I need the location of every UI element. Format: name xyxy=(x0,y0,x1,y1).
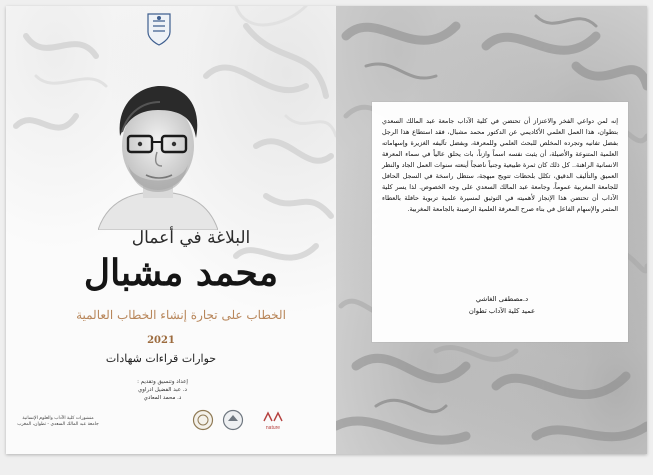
preface-box xyxy=(372,102,628,342)
signature-title: عميد كلية الآداب تطوان xyxy=(468,307,536,315)
nature-logo-label: nature xyxy=(265,425,281,431)
cover-subtitle: الخطاب على تجارة إنشاء الخطاب العالمية xyxy=(76,308,286,322)
credits-line: د. محمد المعادي xyxy=(143,395,182,401)
preface-text: إنه لمن دواعي الفخر والاعتزاز أن تحتضن في كلية الآداب جامعة عبد المالك السعدي بتطوان، هذا العمل العلمي الأكاديمي عن الدكتور محمد مشبال، فقد استطاع هذا الرجل بفضل تفانيه وتجرده المخلص للبحث العلمي وللمعرفة، وبفضل تآليفه الغزيرة وإسهاماته العلمية المتنوعة والأصيلة، أن يثبت نفسه اسماً وازناً، بات يحلق عالياً في سماء المعرفة الانسانية الراهنة.. كل ذلك كان ثمرة طبيعية وجنياً ناضجاً أينعته سنوات العمل الجاد والنظر العميق والتأليف الدقيق، تكلل بلحظات تتويج مبهجة، ستظل راسخة في السجل الحافل للجامعة المغربية عموماً، وجامعة عبد المالك السعدي على وجه الخصوص. لذا يسر كلية الآداب أن تحتضن هذا الإنجاز لأهميته في التوثيق لمسيرة علمية تربوية حافلة بالعطاء المثمر والإسهام الفاعل في بناء صرح المعرفة العلمية الرصينة بالجامعة المغربية. xyxy=(382,117,618,213)
partner-logos xyxy=(192,409,292,433)
cover-year: 2021 xyxy=(147,335,175,346)
publisher-line: جامعة عبد المالك السعدي - تطوان، المغرب xyxy=(17,422,99,427)
credits-line: إعداد وتنسيق وتقديم : xyxy=(137,379,188,385)
credits-line: د. عبد الفضيل ادراوي xyxy=(138,387,187,393)
cover-credits xyxy=(110,378,215,402)
publisher-info xyxy=(12,416,104,428)
publisher-line: منشورات كلية الآداب والعلوم الإنسانية xyxy=(22,416,94,421)
signature-name: د.مصطفى الغاشي xyxy=(475,295,529,303)
cover-series: حوارات قراءات شهادات xyxy=(105,352,217,365)
round-logo-icon xyxy=(222,409,244,431)
book-cover xyxy=(6,6,647,454)
cover-author-name: محمد مشبال xyxy=(83,252,279,294)
author-portrait xyxy=(98,80,218,230)
cover-title-line: البلاغة في أعمال xyxy=(131,228,251,248)
university-crest-logo xyxy=(146,12,172,46)
nature-logo-icon xyxy=(254,409,292,431)
seal-logo-icon xyxy=(192,409,214,431)
preface-signature xyxy=(452,293,552,317)
